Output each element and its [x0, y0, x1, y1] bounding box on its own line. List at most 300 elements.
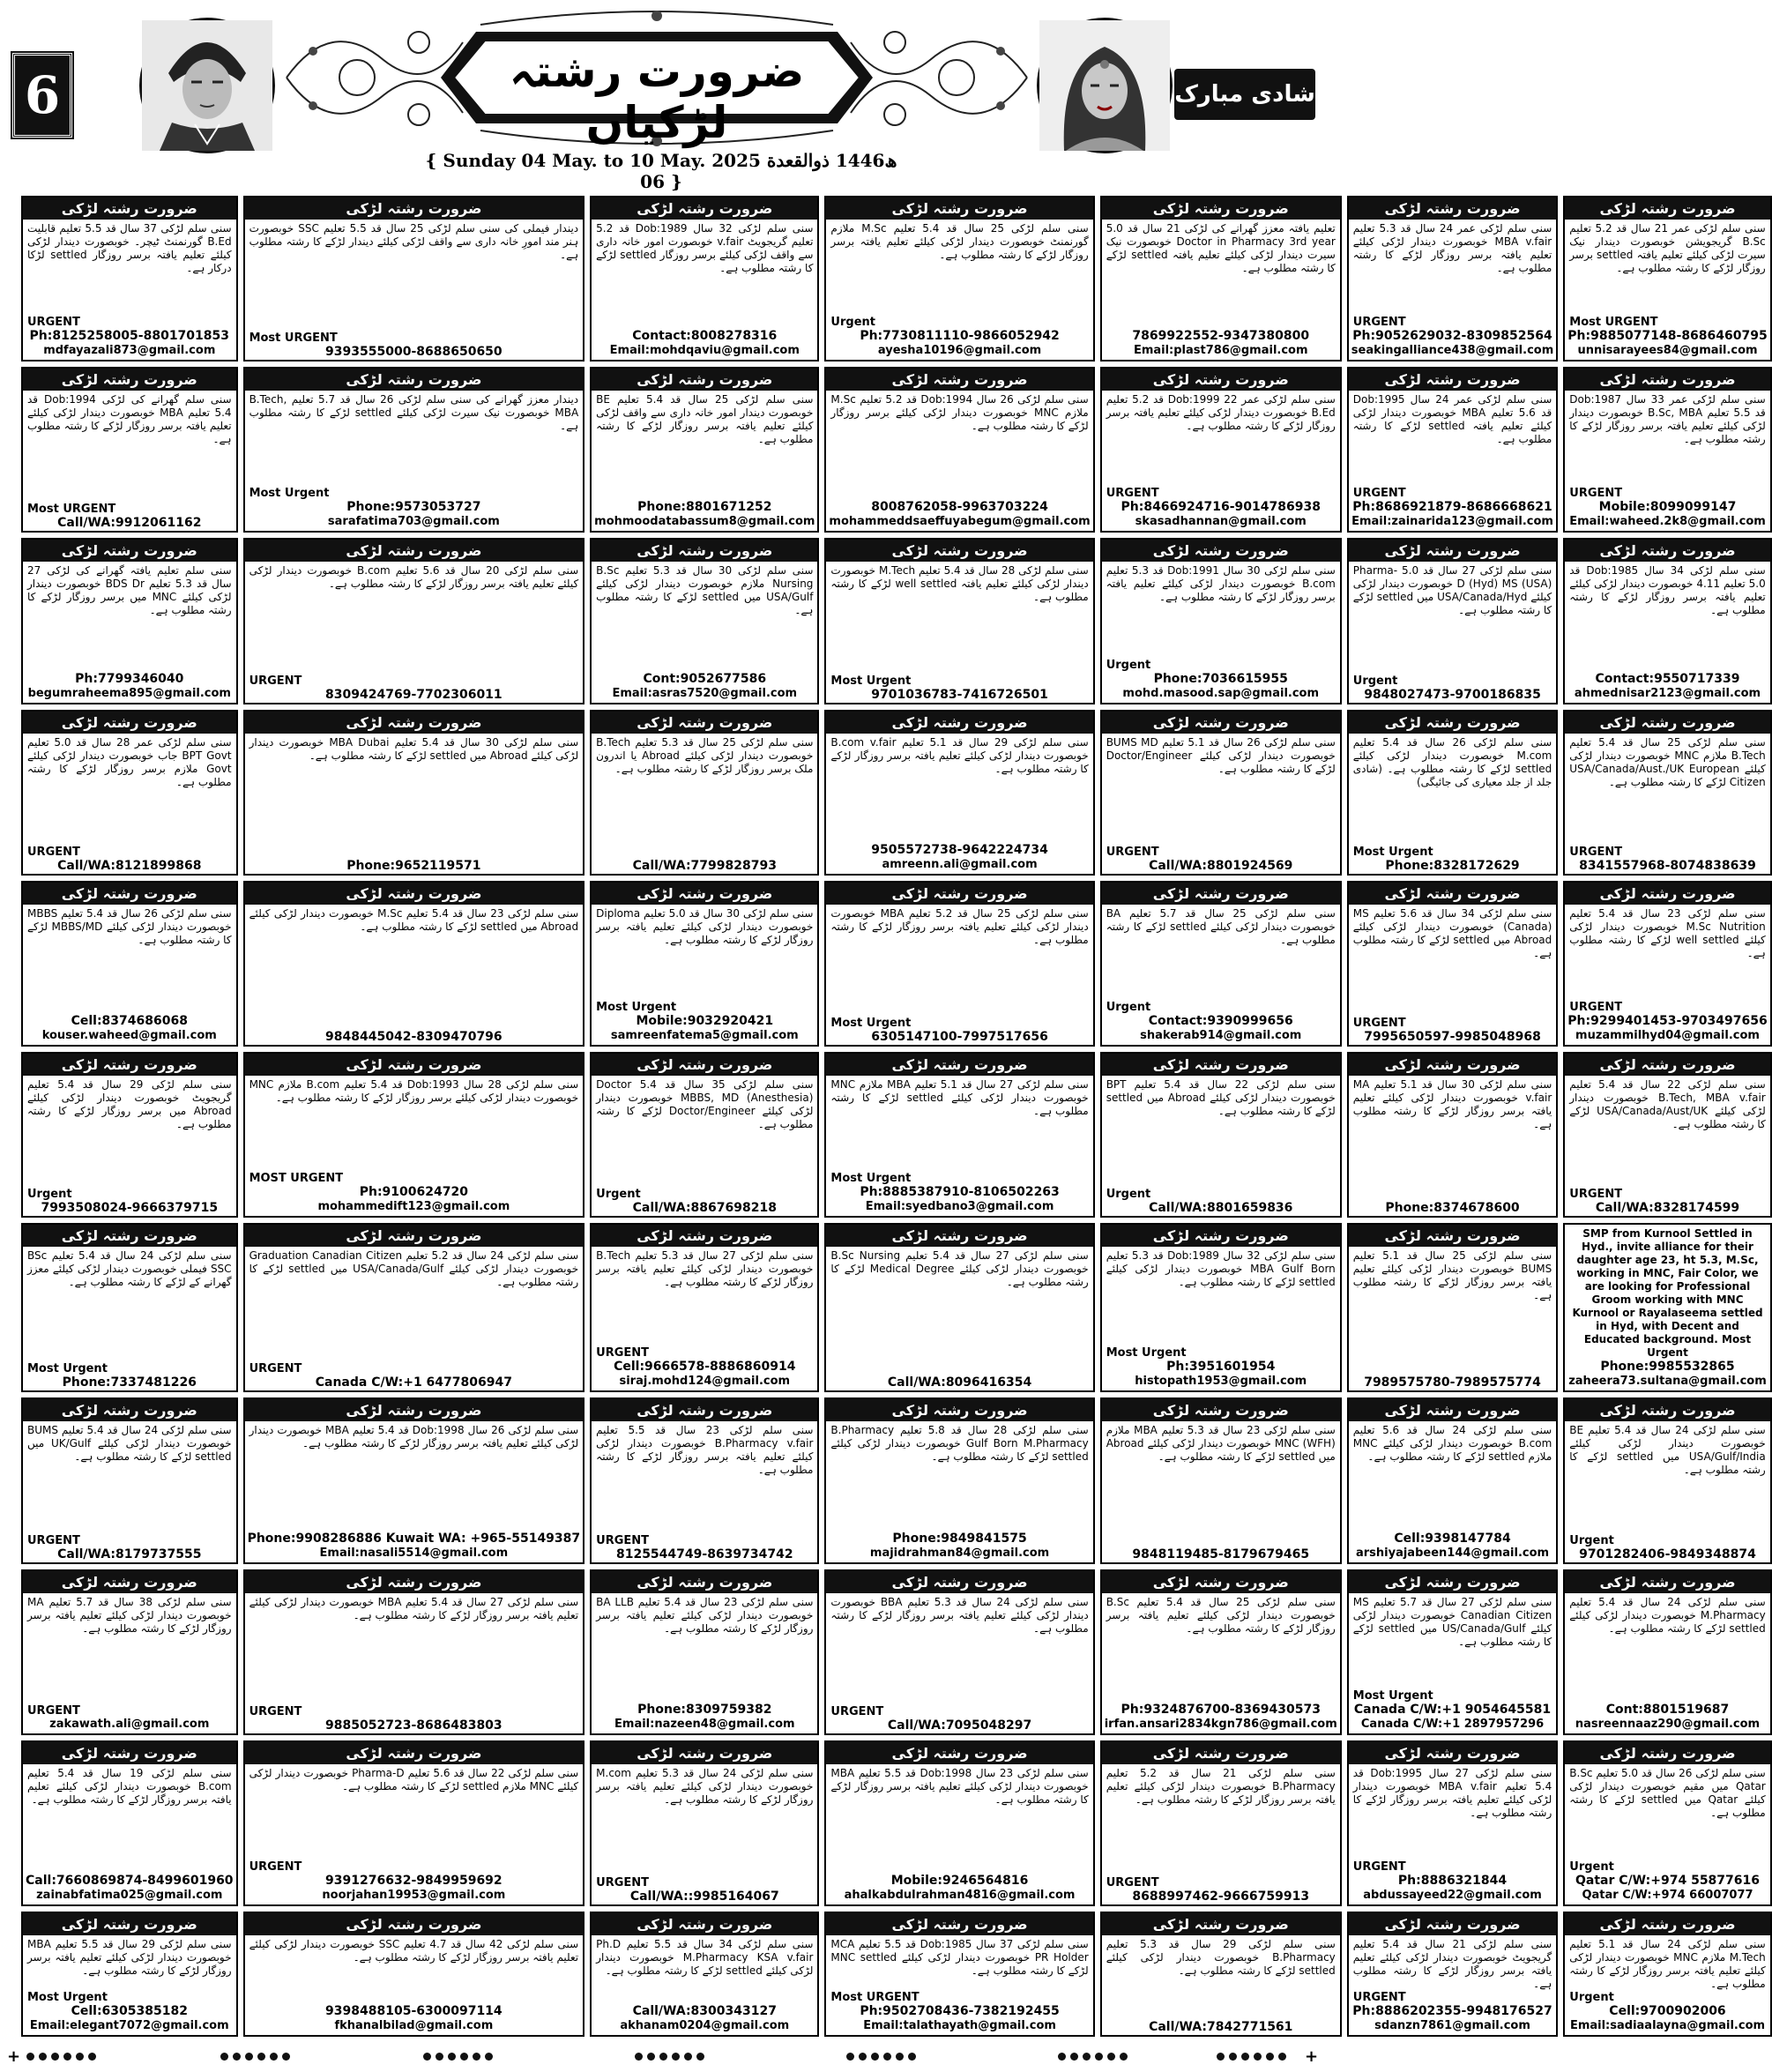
ad-urgent-label: Most URGENT [249, 332, 338, 346]
footer-dot-icon [473, 2053, 480, 2061]
ad-phone: Contact:8008278316 [632, 329, 778, 344]
ad-text: سنی سلم لڑکی 30 سال قد 5.4 تعلیم MBA Dubai خوبصورت دیندار لڑکی کیلئے Abroad میں settled لڑکے کا رشتہ مطلوب ہے۔ [249, 735, 579, 762]
ad-phone: Cell:8374686068 [71, 1014, 188, 1029]
ad-heading: ضرورت رشتہ لڑکی [1565, 540, 1769, 562]
ad-phone: Cell:9666578-8886860914 [614, 1360, 796, 1375]
ad-heading: ضرورت رشتہ لڑکی [1565, 712, 1769, 734]
ad-phone: Mobile:9032920421 [636, 1014, 774, 1029]
ad-heading: ضرورت رشتہ لڑکی [1102, 1571, 1340, 1593]
ad-text: سنی سلم لڑکی 34 سال قد 5.5 تعلیم Ph.D M.Pharmacy KSA v.fair خوبصورت دیندار لڑکی کیلئے settled لڑکے کا رشتہ مطلوب ہے۔ [596, 1938, 814, 1977]
ad-heading: ضرورت رشتہ لڑکی [245, 1571, 584, 1593]
matrimonial-ad [590, 367, 819, 533]
footer-dot-icon [859, 2053, 867, 2061]
ad-text: سنی سلم لڑکی 25 سال قد 5.4 تعلیم B.Tech ملازم MNC خوبصورت دیندار لڑکی کیلئے USA/Canada/Aust./UK European Citizen لڑکے کا رشتہ مطلوب ہے۔ [1569, 735, 1766, 788]
ad-phone: 8008762058-9963703224 [871, 500, 1048, 515]
ad-phone: Cell:9700902006 [1609, 2004, 1726, 2018]
matrimonial-ad [21, 881, 238, 1047]
ad-phone: Call/WA:8801924569 [1149, 858, 1293, 873]
ad-heading: ضرورت رشتہ لڑکی [592, 883, 817, 905]
footer-dot-icon [270, 2053, 278, 2061]
ad-phone: Phone:9985532865 [1600, 1360, 1735, 1375]
ad-phone: Cont:9052677586 [643, 671, 767, 686]
ad-text: سنی سلم لڑکی 24 سال قد 5.4 تعلیم BUMS خوبصورت دیندار لڑکی کیلئے UK/Gulf میں settled لڑکے کا رشتہ مطلوب ہے۔ [27, 1424, 232, 1464]
ad-phone: 9701036783-7416726501 [871, 687, 1048, 702]
ad-text: سنی سلم لڑکی 25 سال قد 5.4 تعلیم M.Sc ملازم گورنمنٹ خوبصورت دیندار لڑکی کیلئے تعلیم یافتہ برسر روزگار لڑکے کا رشتہ مطلوب ہے۔ [830, 222, 1089, 261]
footer-dot-icon [1120, 2053, 1128, 2061]
ad-urgent-label: Urgent [27, 1188, 72, 1202]
page-number: 6 [12, 53, 72, 138]
ad-heading: ضرورت رشتہ لڑکی [1565, 883, 1769, 905]
ad-email: kouser.waheed@gmail.com [41, 1029, 217, 1043]
matrimonial-ad [590, 1569, 819, 1735]
ad-text: سنی سلم لڑکی 21 سال قد 5.4 تعلیم گریجویٹ خوبصورت دیندار لڑکی کیلئے تعلیم یافتہ برسر روزگار لڑکے کا رشتہ مطلوب ہے۔ [1352, 1938, 1552, 1990]
matrimonial-ad [824, 538, 1094, 704]
ad-email: Email:talathayath@gmail.com [863, 2019, 1056, 2032]
ad-urgent-label: URGENT [596, 1346, 650, 1360]
footer-dot-icon [1070, 2053, 1078, 2061]
matrimonial-ad [1100, 1912, 1342, 2037]
ad-text: سنی سلم لڑکی عمر 22 Dob:1999 قد 5.2 تعلیم B.Ed خوبصورت دیندار لڑکی کیلئے تعلیم یافتہ برسر روزگار لڑکے کا رشتہ مطلوب ہے۔ [1106, 393, 1336, 433]
ad-urgent-label: Urgent [1106, 1188, 1151, 1202]
footer-dot-icon [1095, 2053, 1103, 2061]
ad-urgent-label: URGENT [596, 1533, 650, 1547]
ad-phone: Phone:8801671252 [637, 500, 772, 515]
ad-heading: ضرورت رشتہ لڑکی [23, 369, 236, 391]
ad-phone: 9505572738-9642224734 [871, 842, 1048, 857]
ad-text: سنی سلم لڑکی 22 سال قد 5.4 تعلیم BPT خوبصورت دیندار لڑکی کیلئے Abroad میں settled لڑکے کا رشتہ مطلوب ہے۔ [1106, 1078, 1336, 1118]
footer-dot-icon [436, 2053, 443, 2061]
ad-heading: ضرورت رشتہ لڑکی [245, 1742, 584, 1764]
ad-email: arshiyajabeen144@gmail.com [1355, 1546, 1550, 1560]
ad-phone: 9393555000-8688650650 [325, 345, 503, 360]
matrimonial-ad [21, 538, 238, 704]
ad-heading: ضرورت رشتہ لڑکی [245, 1399, 584, 1421]
ad-heading: ضرورت رشتہ لڑکی [1102, 198, 1340, 220]
ad-heading: ضرورت رشتہ لڑکی [23, 1399, 236, 1421]
ad-text: سنی سلم لڑکی 24 سال قد 5.3 تعلیم BBA خوبصورت دیندار لڑکی کیلئے تعلیم یافتہ برسر روزگار لڑکے کا رشتہ مطلوب ہے۔ [830, 1595, 1089, 1635]
ad-email: ahmednisar2123@gmail.com [1574, 686, 1761, 700]
footer-dot-icon [51, 2053, 59, 2061]
ad-text: سنی سلم لڑکی 29 سال قد 5.3 تعلیم B.Pharmacy خوبصورت دیندار لڑکی کیلئے settled لڑکے کا رشتہ مطلوب ہے۔ [1106, 1938, 1336, 1977]
matrimonial-ad [1347, 196, 1558, 361]
ad-phone: Ph:9052629032-8309852564 [1352, 329, 1552, 344]
ad-text: سنی سلم لڑکی 19 سال قد 5.4 تعلیم B.com خوبصورت دیندار لڑکی کیلئے تعلیم یافتہ برسر روزگار لڑکے کا رشتہ مطلوب ہے۔ [27, 1766, 232, 1806]
ad-text: سنی سلم لڑکی 29 سال قد 5.4 تعلیم گریجویٹ خوبصورت دیندار لڑکی کیلئے Abroad میں برسر روزگار لڑکے کا رشتہ مطلوب ہے۔ [27, 1078, 232, 1131]
ad-heading: ضرورت رشتہ لڑکی [1102, 1913, 1340, 1935]
ad-urgent-label: URGENT [1569, 487, 1623, 501]
ad-email: akhanam0204@gmail.com [620, 2019, 790, 2032]
ad-text: سنی سلم لڑکی 24 سال قد 5.3 تعلیم M.com خوبصورت دیندار لڑکی کیلئے تعلیم یافتہ برسر روزگار لڑکے کا رشتہ مطلوب ہے۔ [596, 1766, 814, 1806]
ad-text: سنی سلم لڑکی عمر 24 سال قد 5.3 تعلیم MBA v.fair خوبصورت دیندار لڑکی کیلئے تعلیم یافتہ برسر روزگار لڑکے کا رشتہ مطلوب ہے۔ [1352, 222, 1552, 274]
matrimonial-ad [21, 1052, 238, 1218]
ad-text: سنی سلم لڑکی 26 سال قد 5.1 تعلیم BUMS MD خوبصورت دیندار لڑکی کیلئے Doctor/Engineer لڑکے کا رشتہ مطلوب ہے۔ [1106, 735, 1336, 775]
ad-heading: ضرورت رشتہ لڑکی [1102, 1399, 1340, 1421]
matrimonial-ad [243, 538, 585, 704]
matrimonial-ad [243, 1569, 585, 1735]
footer-dot-icon [696, 2053, 704, 2061]
ad-email: mohammedift123@gmail.com [317, 1200, 510, 1214]
ad-phone: 6305147100-7997517656 [871, 1030, 1048, 1045]
ad-text: سنی سلم لڑکی 23 سال قد 5.4 تعلیم M.Sc Nutrition خوبصورت دیندار لڑکی کیلئے well settled لڑکے کا رشتہ مطلوب ہے۔ [1569, 906, 1766, 959]
ad-text: سنی سلم لڑکی 25 سال قد 5.7 تعلیم BA خوبصورت دیندار لڑکی کیلئے settled لڑکے کا رشتہ مطلوب ہے۔ [1106, 906, 1336, 946]
ad-text: سنی سلم لڑکی 24 سال قد 5.4 تعلیم M.Pharmacy خوبصورت دیندار لڑکی کیلئے settled لڑکے کا رشتہ مطلوب ہے۔ [1569, 1595, 1766, 1635]
ad-urgent-label: URGENT [1352, 487, 1406, 501]
matrimonial-ad [590, 881, 819, 1047]
ad-email: abdussayeed22@gmail.com [1363, 1889, 1542, 1902]
footer-dot-icon [257, 2053, 265, 2061]
ad-text: SMP from Kurnool Settled in Hyd., invite alliance for their daughter age 23, ht 5.3, M.Sc, working in MNC, Fair Color, we are looking for Professional Groom working with MNC Kurnool or Rayalaseema settled in Hyd, with Decent and Educated background. Most Urgent [1572, 1227, 1763, 1360]
matrimonial-ad [1100, 538, 1342, 704]
matrimonial-ad [1563, 1569, 1771, 1735]
page-header [0, 0, 1322, 192]
ad-heading: ضرورت رشتہ لڑکی [245, 712, 584, 734]
ad-heading: ضرورت رشتہ لڑکی [592, 540, 817, 562]
ad-text: سنی سلم لڑکی 34 سال Dob:1985 قد 5.0 تعلیم 4.11 خوبصورت دیندار لڑکی کیلئے تعلیم یافتہ برسر روزگار لڑکے کا رشتہ مطلوب ہے۔ [1569, 564, 1766, 617]
matrimonial-ad [243, 196, 585, 361]
ad-heading: ضرورت رشتہ لڑکی [592, 1742, 817, 1764]
matrimonial-ad [21, 1223, 238, 1392]
ad-heading: ضرورت رشتہ لڑکی [592, 1571, 817, 1593]
ad-email: mohmoodatabassum8@gmail.com [594, 515, 815, 529]
ad-heading: ضرورت رشتہ لڑکی [1349, 1054, 1556, 1076]
ad-urgent-label: URGENT [1569, 845, 1623, 859]
footer-dot-icon [282, 2053, 290, 2061]
ad-text: سنی سلم لڑکی 30 سال Dob:1991 قد 5.3 تعلیم B.com خوبصورت دیندار لڑکی کیلئے تعلیم یافتہ برسر روزگار لڑکے کا رشتہ مطلوب ہے۔ [1106, 564, 1336, 604]
ad-text: سنی سلم لڑکی 32 سال Dob:1989 قد 5.3 تعلیم MBA Gulf Born خوبصورت دیندار لڑکی کیلئے settled لڑکے کا رشتہ مطلوب ہے۔ [1106, 1249, 1336, 1289]
ad-phone: Call/WA:8179737555 [57, 1547, 202, 1561]
ad-phone: 8125544749-8639734742 [615, 1547, 793, 1561]
ad-text: سنی سلم لڑکی 42 سال قد 4.7 تعلیم SSC خوبصورت دیندار لڑکی کیلئے تعلیم یافتہ برسر روزگار لڑکے کا رشتہ مطلوب ہے۔ [249, 1938, 579, 1964]
ad-phone: Ph:8125258005-8801701853 [29, 329, 230, 344]
ad-email: histopath1953@gmail.com [1135, 1375, 1307, 1389]
ad-heading: ضرورت رشتہ لڑکی [245, 369, 584, 391]
matrimonial-ad [243, 1052, 585, 1218]
matrimonial-ad [824, 1569, 1094, 1735]
ad-heading: ضرورت رشتہ لڑکی [1102, 712, 1340, 734]
ad-phone: Phone:8374678600 [1385, 1201, 1520, 1216]
ad-email: Email:nazeen48@gmail.com [614, 1717, 795, 1731]
ad-text: سنی سلم لڑکی 24 سال قد 5.4 تعلیم BSc SSC فیملی خوبصورت دیندار لڑکی کیلئے معزز گھرانے کے لڑکے کا رشتہ مطلوب ہے۔ [27, 1249, 232, 1289]
ad-email: Email:elegant7072@gmail.com [29, 2019, 229, 2032]
ad-text: سنی سلم لڑکی 24 سال قد 5.6 تعلیم B.com خوبصورت دیندار لڑکی کیلئے MNC ملازم settled لڑکے کا رشتہ مطلوب ہے۔ [1352, 1424, 1552, 1464]
ad-email: Email:sadiaalayna@gmail.com [1569, 2019, 1766, 2032]
ad-email: seakingalliance438@gmail.com [1351, 344, 1554, 358]
footer-dot-icon [1241, 2053, 1249, 2061]
ad-phone: 8341557968-8074838639 [1579, 858, 1756, 873]
ad-text: سنی سلم لڑکی 20 سال قد 5.6 تعلیم B.com خوبصورت دیندار لڑکی کیلئے تعلیم یافتہ برسر روزگار لڑکے کا رشتہ مطلوب ہے۔ [249, 564, 579, 591]
ad-text: سنی سلم لڑکی 37 سال قد 5.5 تعلیم قابلیت B.Ed گورنمنٹ ٹیچر۔ خوبصورت دیندار لڑکی کیلئے تعلیم یافتہ برسر روزگار settled لڑکا درکار ہے۔ [27, 222, 232, 274]
ad-heading: ضرورت رشتہ لڑکی [1349, 883, 1556, 905]
matrimonial-ad [590, 1912, 819, 2037]
matrimonial-ad [21, 367, 238, 533]
ad-text: سنی سلم لڑکی 25 سال قد 5.3 تعلیم B.Tech خوبصورت دیندار لڑکی کیلئے Abroad یا اندرون ملک برسر روزگار لڑکے کا رشتہ مطلوب ہے۔ [596, 735, 814, 775]
ad-text: سنی سلم لڑکی 35 سال قد 5.4 Doctor MBBS, MD (Anesthesia) خوبصورت دیندار لڑکی کیلئے Doctor/Engineer لڑکے کا رشتہ مطلوب ہے۔ [596, 1078, 814, 1131]
matrimonial-ad [1347, 881, 1558, 1047]
ad-text: سنی سلم لڑکی عمر 21 سال قد 5.2 تعلیم B.Sc گریجویشن خوبصورت دیندار نیک سیرت لڑکی کیلئے تعلیم یافتہ settled برسر روزگار لڑکے کا رشتہ مطلوب ہے۔ [1569, 222, 1766, 274]
ad-urgent-label: Most Urgent [830, 674, 912, 688]
ad-phone: Qatar C/W:+974 55877616 [1575, 1874, 1761, 1888]
ad-urgent-label: URGENT [249, 1704, 302, 1718]
footer-dot-icon [26, 2053, 34, 2061]
footer-dot-icon [684, 2053, 692, 2061]
ad-phone: Call:7660869874-8499601960 [26, 1874, 234, 1888]
ad-phone: 9848119485-8179679465 [1132, 1547, 1310, 1561]
ad-phone: Call/WA:8867698218 [632, 1201, 777, 1216]
ad-phone: Call/WA:8328174599 [1595, 1201, 1740, 1216]
ad-text: سنی سلم لڑکی 38 سال قد 5.7 تعلیم MA خوبصورت دیندار لڑکی کیلئے تعلیم یافتہ برسر روزگار لڑکے کا رشتہ مطلوب ہے۔ [27, 1595, 232, 1635]
matrimonial-ad [824, 367, 1094, 533]
ad-text: سنی سلم لڑکی 23 سال قد 5.5 تعلیم B.Pharmacy v.fair خوبصورت دیندار لڑکی کیلئے تعلیم یافتہ برسر روزگار لڑکے کا رشتہ مطلوب ہے۔ [596, 1424, 814, 1477]
ad-heading: ضرورت رشتہ لڑکی [23, 1742, 236, 1764]
ad-text: سنی سلم لڑکی 23 سال قد 5.3 تعلیم MBA ملازم MNC (WFH) خوبصورت دیندار لڑکی کیلئے Abroad میں settled لڑکے کا رشتہ مطلوب ہے۔ [1106, 1424, 1336, 1464]
footer-dot-icon [423, 2053, 431, 2061]
ad-email: Email:plast786@gmail.com [1133, 344, 1308, 358]
matrimonial-ad [21, 1912, 238, 2037]
ad-phone: Ph:3951601954 [1166, 1360, 1276, 1375]
ad-heading: ضرورت رشتہ لڑکی [1349, 1225, 1556, 1247]
ad-heading: ضرورت رشتہ لڑکی [826, 540, 1092, 562]
ad-text: سنی سلم تعلیم یافتہ گھرانے کی لڑکی 27 سال قد 5.3 تعلیم BDS Dr خوبصورت دیندار لڑکی کیلئے MNC میں برسر روزگار لڑکے کا رشتہ مطلوب ہے۔ [27, 564, 232, 617]
ad-text: سنی سلم لڑکی 28 سال قد 5.4 تعلیم M.Tech خوبصورت دیندار لڑکی کیلئے تعلیم یافتہ well settled لڑکے کا رشتہ مطلوب ہے۔ [830, 564, 1089, 604]
ad-phone: Ph:8885387910-8106502263 [860, 1185, 1060, 1200]
ad-urgent-label: URGENT [1352, 1991, 1406, 2004]
ad-heading: ضرورت رشتہ لڑکی [826, 1225, 1092, 1247]
footer-dot-icon [245, 2053, 253, 2061]
matrimonial-ad [243, 1223, 585, 1392]
ad-phone: Ph:7799346040 [75, 671, 184, 686]
ad-email: unnisarayees84@gmail.com [1577, 344, 1758, 358]
ad-phone: Phone:9849841575 [892, 1531, 1027, 1546]
ad-urgent-label: Most Urgent [1352, 845, 1433, 859]
matrimonial-ad [824, 1740, 1094, 1906]
ad-urgent-label: URGENT [1569, 1001, 1623, 1015]
ad-heading: ضرورت رشتہ لڑکی [23, 540, 236, 562]
ad-heading: ضرورت رشتہ لڑکی [1565, 1913, 1769, 1935]
ad-phone: 9701282406-9849348874 [1579, 1547, 1756, 1561]
ad-heading: ضرورت رشتہ لڑکی [1565, 369, 1769, 391]
ad-heading: ضرورت رشتہ لڑکی [245, 1225, 584, 1247]
ad-email: zaheera73.sultana@gmail.com [1568, 1375, 1767, 1389]
footer-dot-icon [233, 2053, 241, 2061]
ad-phone: Ph:9502708436-7382192455 [860, 2004, 1060, 2018]
ad-urgent-label: URGENT [1106, 845, 1159, 859]
ad-text: سنی سلم لڑکی 26 سال قد 5.0 تعلیم B.Sc Qatar میں مقیم خوبصورت دیندار لڑکی کیلئے Qatar میں settled لڑکے کا رشتہ مطلوب ہے۔ [1569, 1766, 1766, 1819]
ad-urgent-label: URGENT [1352, 316, 1406, 330]
ad-phone: 7989575780-7989575774 [1364, 1375, 1541, 1390]
ad-heading: ضرورت رشتہ لڑکی [1102, 1742, 1340, 1764]
ad-heading: ضرورت رشتہ لڑکی [1349, 1399, 1556, 1421]
ad-heading: ضرورت رشتہ لڑکی [1565, 1571, 1769, 1593]
ad-phone: Phone:9908286886 Kuwait WA: +965-55149387 [247, 1531, 581, 1546]
ad-phone: Ph:8466924716-9014786938 [1121, 500, 1321, 515]
footer-dot-icon [871, 2053, 879, 2061]
matrimonial-ad [590, 1052, 819, 1218]
ad-text: تعلیم یافتہ معزز گھرانے کی لڑکی 21 سال قد 5.0 Doctor in Pharmacy 3rd year خوبصورت نیک سیرت دیندار لڑکی کیلئے تعلیم یافتہ settled لڑکے کا رشتہ مطلوب ہے۔ [1106, 222, 1336, 274]
ad-email: sdanzn7861@gmail.com [1374, 2019, 1530, 2032]
footer-dot-icon [1229, 2053, 1237, 2061]
footer-dot-icon [485, 2053, 493, 2061]
ad-urgent-label: Most Urgent [1352, 1688, 1433, 1703]
ad-urgent-label: Urgent [830, 316, 875, 330]
ad-text: سنی سلم لڑکی 27 سال قد 5.4 تعلیم MBA خوبصورت دیندار لڑکی کیلئے تعلیم یافتہ برسر روزگار لڑکے کا رشتہ مطلوب ہے۔ [249, 1595, 579, 1621]
matrimonial-ad [1347, 1912, 1558, 2037]
matrimonial-ad [824, 1052, 1094, 1218]
footer-plus-icon: + [1305, 2047, 1319, 2066]
ad-phone: Phone:9652119571 [346, 858, 481, 873]
ad-email: nasreennaaz290@gmail.com [1575, 1717, 1761, 1731]
ad-urgent-label: URGENT [249, 1860, 302, 1874]
ad-phone: Ph:9100624720 [359, 1185, 468, 1200]
footer-dot-icon [88, 2053, 96, 2061]
matrimonial-ad [1563, 1223, 1771, 1392]
footer-dot-icon [63, 2053, 71, 2061]
footer-dot-icon [39, 2053, 47, 2061]
matrimonial-ad [1100, 710, 1342, 876]
ad-heading: ضرورت رشتہ لڑکی [1565, 198, 1769, 220]
ad-urgent-label: Most Urgent [596, 1001, 677, 1015]
ad-heading: ضرورت رشتہ لڑکی [1349, 540, 1556, 562]
ad-text: سنی سلم گھرانے کی لڑکی Dob:1994 قد 5.4 تعلیم MBA خوبصورت دیندار لڑکی کیلئے تعلیم یافتہ برسر روزگار لڑکے کا رشتہ مطلوب ہے۔ [27, 393, 232, 446]
footer-dot-icon [908, 2053, 916, 2061]
groom-photo [139, 18, 275, 153]
ad-email: ayesha10196@gmail.com [877, 344, 1042, 358]
ad-phone: Call/WA::9985164067 [629, 1889, 779, 1904]
matrimonial-ad [590, 710, 819, 876]
matrimonial-ad [21, 1397, 238, 1563]
ad-phone: Ph:9324876700-8369430573 [1121, 1702, 1321, 1717]
ad-urgent-label: URGENT [830, 1704, 884, 1718]
title-banner [278, 7, 1036, 148]
ad-email: samreenfatema5@gmail.com [610, 1029, 799, 1043]
matrimonial-ad [1563, 367, 1771, 533]
ad-text: سنی سلم لڑکی عمر 24 سال Dob:1995 قد 5.6 تعلیم MBA خوبصورت دیندار لڑکی کیلئے تعلیم یافتہ settled لڑکے کا رشتہ مطلوب ہے۔ [1352, 393, 1552, 446]
ad-heading: ضرورت رشتہ لڑکی [1102, 1054, 1340, 1076]
ad-urgent-label: Most URGENT [27, 503, 116, 517]
ad-text: سنی سلم لڑکی 30 سال قد 5.0 تعلیم Diploma خوبصورت دیندار لڑکی کیلئے تعلیم یافتہ برسر روزگار لڑکے کا رشتہ مطلوب ہے۔ [596, 906, 814, 946]
ad-urgent-label: MOST URGENT [249, 1172, 344, 1186]
ad-text: سنی سلم لڑکی 22 سال قد 5.4 تعلیم B.Tech, MBA v.fair خوبصورت دیندار لڑکی کیلئے USA/Canada/Aust/UK لڑکے کا رشتہ مطلوب ہے۔ [1569, 1078, 1766, 1131]
ad-text: سنی سلم لڑکی 27 سال قد 5.7 تعلیم MS Canadian Citizen خوبصورت دیندار لڑکی کیلئے US/Canada/Gulf میں settled لڑکے کا رشتہ مطلوب ہے۔ [1352, 1595, 1552, 1648]
footer-dot-icon [1083, 2053, 1091, 2061]
footer-dot-icon [460, 2053, 468, 2061]
ad-text: سنی سلم لڑکی 30 سال قد 5.1 تعلیم MA v.fair خوبصورت دیندار لڑکی کیلئے تعلیم یافتہ برسر روزگار لڑکے کا رشتہ مطلوب ہے۔ [1352, 1078, 1552, 1131]
ad-text: سنی سلم لڑکی 26 سال قد 5.4 تعلیم MBBS خوبصورت دیندار لڑکی کیلئے MBBS/MD لڑکے کا رشتہ مطلوب ہے۔ [27, 906, 232, 946]
ad-urgent-label: Most Urgent [249, 487, 330, 501]
ad-heading: ضرورت رشتہ لڑکی [245, 1054, 584, 1076]
footer-dot-icon [672, 2053, 680, 2061]
ad-heading: ضرورت رشتہ لڑکی [1349, 1913, 1556, 1935]
ad-heading: ضرورت رشتہ لڑکی [245, 1913, 584, 1935]
matrimonial-ad [1347, 1052, 1558, 1218]
ad-heading: ضرورت رشتہ لڑکی [592, 1399, 817, 1421]
ad-heading: ضرورت رشتہ لڑکی [826, 1054, 1092, 1076]
ad-heading: ضرورت رشتہ لڑکی [1102, 1225, 1340, 1247]
ad-text: سنی سلم لڑکی 24 سال قد 5.2 تعلیم Graduation Canadian Citizen خوبصورت دیندار لڑکی کیلئے USA/Canada/Gulf میں settled لڑکے کا رشتہ مطلوب ہے۔ [249, 1249, 579, 1289]
matrimonial-ad [824, 710, 1094, 876]
footer-dot-icon [1278, 2053, 1286, 2061]
matrimonial-ad [1563, 881, 1771, 1047]
ad-heading: ضرورت رشتہ لڑکی [23, 883, 236, 905]
ad-email: skasadhannan@gmail.com [1135, 515, 1307, 529]
ad-text: سنی سلم لڑکی 27 سال قد 5.4 تعلیم B.Sc Nursing خوبصورت دیندار لڑکی کیلئے Medical Degree لڑکے کا رشتہ مطلوب ہے۔ [830, 1249, 1089, 1289]
matrimonial-ad [243, 1912, 585, 2037]
matrimonial-ad [590, 538, 819, 704]
ad-urgent-label: URGENT [1569, 1188, 1623, 1202]
matrimonial-ad [1563, 710, 1771, 876]
matrimonial-ad [21, 1740, 238, 1906]
ad-heading: ضرورت رشتہ لڑکی [1349, 369, 1556, 391]
page-title: ضرورت رشتہ لڑکیاں [509, 46, 805, 148]
ad-urgent-label: URGENT [27, 316, 80, 330]
matrimonial-ad [21, 1569, 238, 1735]
footer-dot-icon [1266, 2053, 1274, 2061]
ad-text: سنی سلم لڑکی 26 سال قد 5.4 تعلیم M.com خوبصورت دیندار لڑکی کیلئے settled لڑکے کا رشتہ مطلوب ہے۔ (شادی جلد از جلد معیاری کی جائیگی) [1352, 735, 1552, 788]
ad-heading: ضرورت رشتہ لڑکی [826, 883, 1092, 905]
ad-text: دیندار فیملی کی سنی سلم لڑکی 25 سال قد 5.5 تعلیم SSC خوبصورت ہنر مند امورِ خانہ داری سے واقف لڑکی کیلئے دیندار لڑکے کا رشتہ مطلوب ہے۔ [249, 222, 579, 261]
ad-text: سنی سلم لڑکی 26 سال Dob:1994 قد 5.2 تعلیم M.Sc ملازم MNC خوبصورت دیندار لڑکی کیلئے برسر روزگار لڑکے کا رشتہ مطلوب ہے۔ [830, 393, 1089, 433]
ad-text: سنی سلم لڑکی 23 سال قد 5.4 تعلیم M.Sc خوبصورت دیندار لڑکی کیلئے Abroad میں settled لڑکے کا رشتہ مطلوب ہے۔ [249, 906, 579, 933]
ad-heading: ضرورت رشتہ لڑکی [1102, 540, 1340, 562]
ad-text: سنی سلم لڑکی 27 سال قد 5.3 تعلیم B.Tech خوبصورت دیندار لڑکی کیلئے تعلیم یافتہ برسر روزگار لڑکے کا رشتہ مطلوب ہے۔ [596, 1249, 814, 1289]
ad-heading: ضرورت رشتہ لڑکی [245, 198, 584, 220]
matrimonial-ad [1563, 196, 1771, 361]
ad-email: Email:asras7520@gmail.com [612, 686, 798, 700]
ad-text: سنی سلم لڑکی 37 سال Dob:1985 قد 5.5 تعلیم MCA PR Holder خوبصورت دیندار لڑکی کیلئے MNC settled لڑکے کا رشتہ مطلوب ہے۔ [830, 1938, 1089, 1977]
ad-text: سنی سلم لڑکی 25 سال قد 5.4 تعلیم B.Sc خوبصورت دیندار لڑکی کیلئے تعلیم یافتہ برسر روزگار لڑکے کا رشتہ مطلوب ہے۔ [1106, 1595, 1336, 1635]
ad-text: سنی سلم لڑکی 27 سال Dob:1995 قد 5.4 تعلیم MBA v.fair خوبصورت دیندار لڑکی کیلئے تعلیم یافتہ برسر روزگار لڑکے کا رشتہ مطلوب ہے۔ [1352, 1766, 1552, 1819]
ad-email: irfan.ansari2834kgn786@gmail.com [1104, 1717, 1337, 1731]
ad-phone: Canada C/W:+1 6477806947 [315, 1375, 512, 1390]
ad-phone: Call/WA:8096416354 [887, 1375, 1032, 1390]
ad-phone: Ph:8686921879-8686668621 [1352, 500, 1552, 515]
ad-phone: Call/WA:7095048297 [887, 1718, 1032, 1733]
ad-phone: Ph:8886202355-9948176527 [1352, 2004, 1552, 2018]
ad-text: سنی سلم لڑکی 28 سال Dob:1993 قد 5.4 تعلیم B.com ملازم MNC خوبصورت دیندار لڑکی کیلئے برسر روزگار لڑکے کا رشتہ مطلوب ہے۔ [249, 1078, 579, 1105]
matrimonial-ad [590, 196, 819, 361]
ad-urgent-label: URGENT [27, 1703, 80, 1718]
matrimonial-ad [243, 710, 585, 876]
matrimonial-ad [21, 710, 238, 876]
ad-heading: ضرورت رشتہ لڑکی [1565, 1742, 1769, 1764]
ad-text: سنی سلم لڑکی 21 سال قد 5.2 تعلیم B.Pharmacy خوبصورت دیندار لڑکی کیلئے تعلیم یافتہ برسر روزگار لڑکے کا رشتہ مطلوب ہے۔ [1106, 1766, 1336, 1806]
ad-phone: Call/WA:8801659836 [1149, 1201, 1293, 1216]
matrimonial-ad [1100, 196, 1342, 361]
ad-urgent-label: Most URGENT [1569, 316, 1658, 330]
ad-email: mdfayazali873@gmail.com [43, 344, 216, 358]
ad-email: Email:zainarida123@gmail.com [1351, 515, 1553, 529]
matrimonial-ad [1563, 538, 1771, 704]
footer-dot-icon [896, 2053, 904, 2061]
ad-heading: ضرورت رشتہ لڑکی [1102, 883, 1340, 905]
matrimonial-ad [1347, 1740, 1558, 1906]
matrimonial-ad [824, 1397, 1094, 1563]
ad-phone: Mobile:8099099147 [1598, 500, 1737, 515]
matrimonial-ad [1563, 1052, 1771, 1218]
ad-urgent-label: URGENT [1352, 1017, 1406, 1031]
ad-text: سنی سلم لڑکی 32 سال Dob:1989 قد 5.2 تعلیم گریجویٹ v.fair خوبصورت امور خانہ داری سے واقف لڑکی کیلئے برسر روزگار settled لڑکے کا رشتہ مطلوب ہے۔ [596, 222, 814, 274]
ad-email: Email:syedbano3@gmail.com [865, 1200, 1054, 1214]
matrimonial-ad [590, 1740, 819, 1906]
ad-phone: 9391276632-9849959692 [325, 1874, 503, 1888]
footer-dot-icon [635, 2053, 643, 2061]
ad-text: سنی سلم لڑکی 29 سال قد 5.5 تعلیم MBA خوبصورت دیندار لڑکی کیلئے تعلیم یافتہ برسر روزگار لڑکے کا رشتہ مطلوب ہے۔ [27, 1938, 232, 1977]
ad-phone: Contact:9550717339 [1595, 671, 1740, 686]
ad-heading: ضرورت رشتہ لڑکی [23, 1225, 236, 1247]
matrimonial-ad [1100, 1397, 1342, 1563]
ad-heading: ضرورت رشتہ لڑکی [1565, 1054, 1769, 1076]
footer-dot-icon [647, 2053, 655, 2061]
ad-urgent-label: URGENT [27, 1533, 80, 1547]
